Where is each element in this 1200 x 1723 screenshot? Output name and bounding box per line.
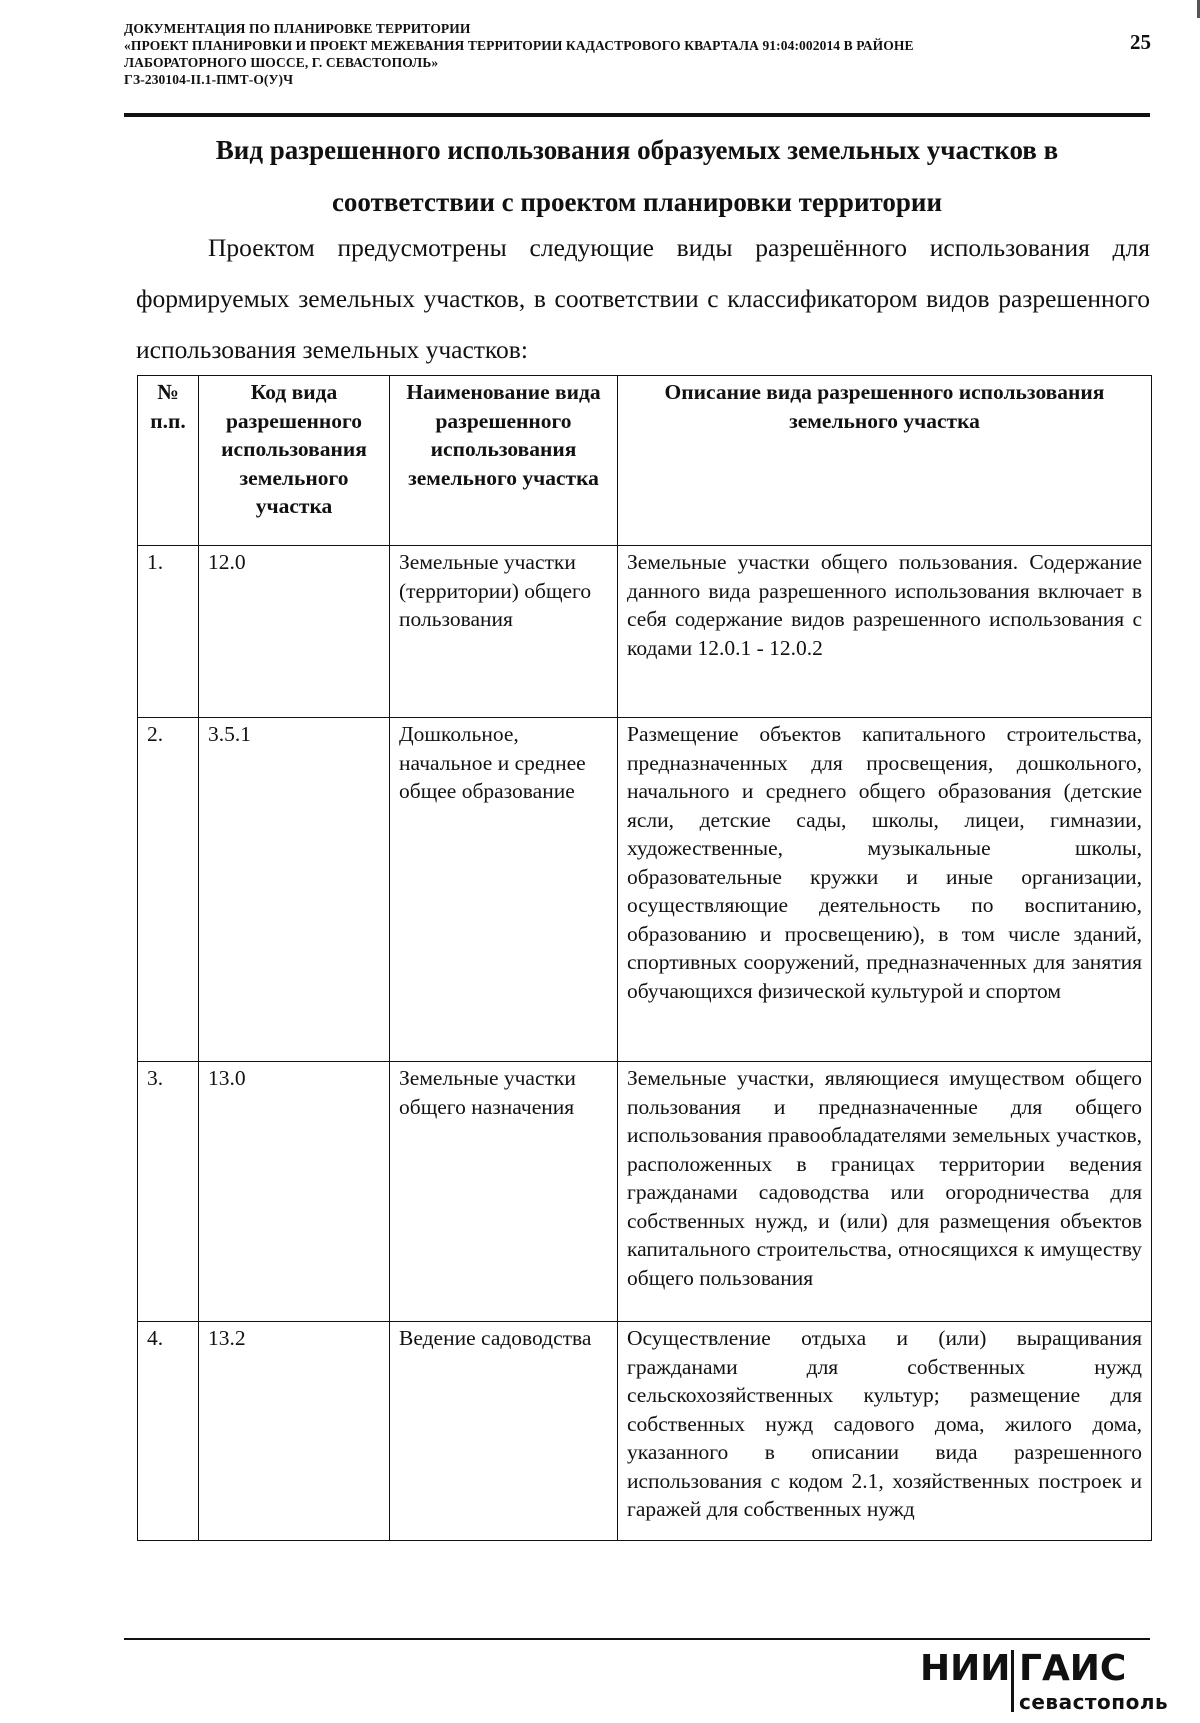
land-use-table <box>137 375 1152 1541</box>
row-name: Ведение садоводства <box>390 1322 618 1541</box>
section-title-line-1: Вид разрешенного использования образуемых земельных участков в <box>215 135 1059 165</box>
header-divider <box>124 113 1150 117</box>
row-code: 3.5.1 <box>199 718 390 1062</box>
row-name: Земельные участки (территории) общего пользования <box>390 546 618 718</box>
header-line-2: «ПРОЕКТ ПЛАНИРОВКИ И ПРОЕКТ МЕЖЕВАНИЯ ТЕРРИТОРИИ КАДАСТРОВОГО КВАРТАЛА 91:04:002014 В РАЙОНЕ <box>124 38 914 53</box>
header-code: Код вида разрешенного использования земельного участка <box>199 376 390 546</box>
table-header-row <box>138 376 1152 546</box>
table-row <box>138 718 1152 1062</box>
logo-nii-text: НИИ <box>920 1648 1011 1689</box>
logo-city-text: севастополь <box>1019 1690 1169 1714</box>
header-line-1: ДОКУМЕНТАЦИЯ ПО ПЛАНИРОВКЕ ТЕРРИТОРИИ <box>124 21 471 36</box>
nii-gais-logo <box>920 1640 1169 1718</box>
row-description: Земельные участки общего пользования. Содержание данного вида разрешенного использования включает в себя содержание видов разрешенного использования с кодами 12.0.1 - 12.0.2 <box>618 546 1152 718</box>
table-row <box>138 1062 1152 1322</box>
row-description: Осуществление отдыха и (или) выращивания гражданами для собственных нужд сельскохозяйственных культур; размещение для собственных нужд садового дома, жилого дома, указанного в описании вида разрешенного использования с кодом 2.1, хозяйственных построек и гаражей для собственных нужд <box>618 1322 1152 1541</box>
section-title <box>124 124 1150 228</box>
header-line-4: ГЗ-230104-II.1-ПМТ-О(У)Ч <box>124 72 294 87</box>
header-description: Описание вида разрешенного использования земельного участка <box>618 376 1152 546</box>
section-title-line-2: соответствии с проектом планировки территории <box>331 187 943 217</box>
table-row <box>138 1322 1152 1541</box>
row-code: 13.2 <box>199 1322 390 1541</box>
row-description: Земельные участки, являющиеся имуществом общего пользования и предназначенные для общего использования правообладателями земельных участков, расположенных в границах территории ведения гражданами садоводства или огородничества для собственных нужд, и (или) для размещения объектов капитального строительства, относящихся к имуществу общего пользования <box>618 1062 1152 1322</box>
row-code: 12.0 <box>199 546 390 718</box>
row-number: 4. <box>138 1322 199 1541</box>
row-code: 13.0 <box>199 1062 390 1322</box>
intro-paragraph: Проектом предусмотрены следующие виды разрешённого использования для формируемых земельных участков, в соответствии с классификатором видов разрешенного использования земельных участков: <box>136 233 1150 364</box>
row-number: 1. <box>138 546 199 718</box>
row-name: Земельные участки общего назначения <box>390 1062 618 1322</box>
logo-gais-text: ГАИС <box>1019 1648 1127 1689</box>
document-header <box>124 20 1084 88</box>
row-name: Дошкольное, начальное и среднее общее образование <box>390 718 618 1062</box>
logo-separator <box>1011 1650 1014 1712</box>
row-number: 3. <box>138 1062 199 1322</box>
table-row <box>138 546 1152 718</box>
row-description: Размещение объектов капитального строительства, предназначенных для просвещения, дошкольного, начального и среднего общего образования (детские ясли, детские сады, школы, лицеи, гимназии, художественные, музыкальные школы, образовательные кружки и иные организации, осуществляющие деятельность по воспитанию, образованию и просвещению), в том числе зданий, спортивных сооружений, предназначенных для занятия обучающихся физической культурой и спортом <box>618 718 1152 1062</box>
header-line-3: ЛАБОРАТОРНОГО ШОССЕ, Г. СЕВАСТОПОЛЬ» <box>124 55 439 70</box>
header-number: № п.п. <box>138 376 199 546</box>
header-name: Наименование вида разрешенного использования земельного участка <box>390 376 618 546</box>
page-number: 25 <box>1130 30 1151 54</box>
row-number: 2. <box>138 718 199 1062</box>
